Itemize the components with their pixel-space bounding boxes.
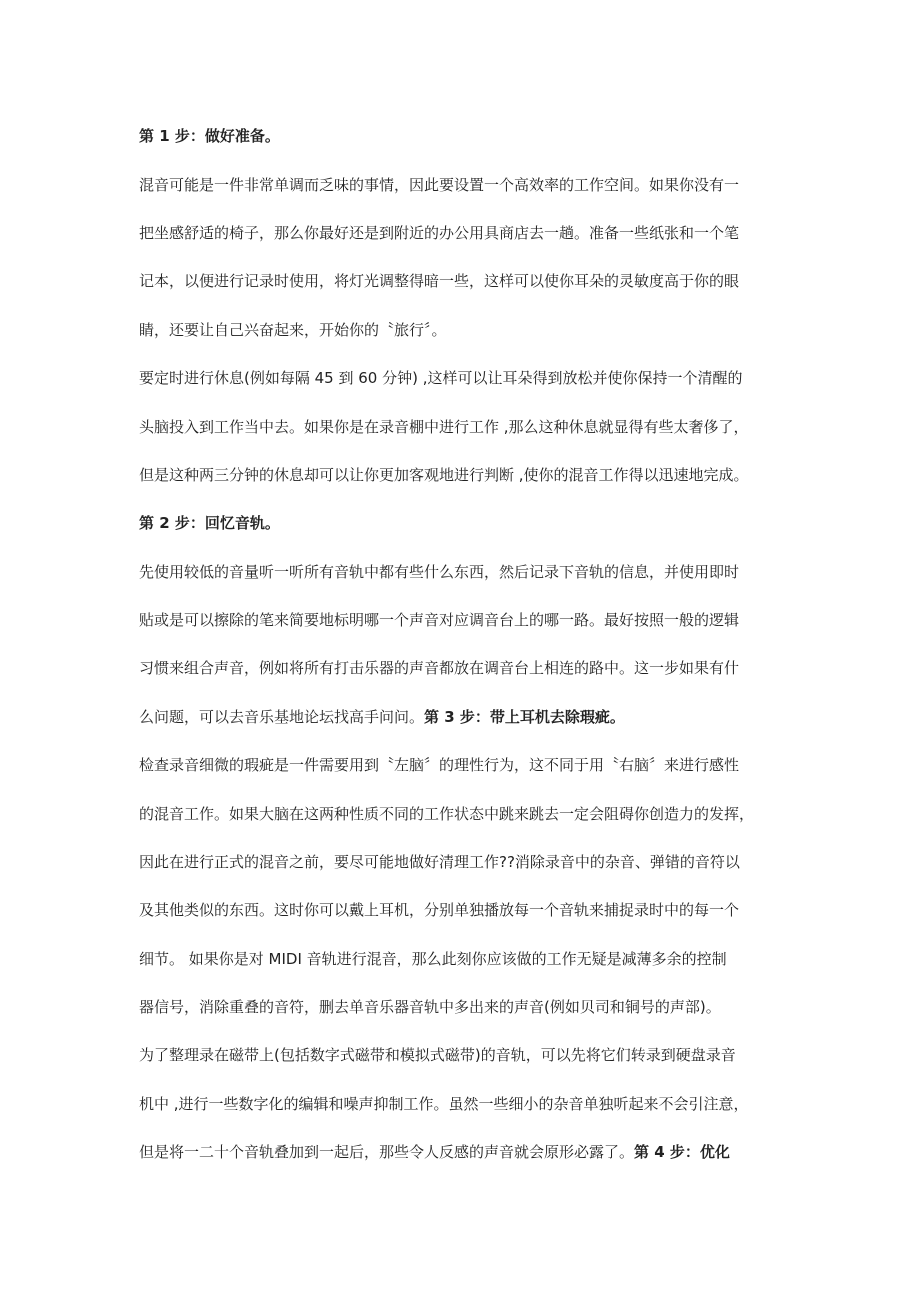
step-4-heading: 第 4 步：优化 — [634, 1143, 730, 1161]
step-2-heading: 第 2 步：回忆音轨。 — [139, 514, 280, 532]
paragraph-line: 及其他类似的东西。这时你可以戴上耳机，分别单独播放每一个音轨来捕捉录时中的每一个 — [139, 901, 740, 919]
step-1-heading: 第 1 步：做好准备。 — [139, 127, 280, 145]
paragraph-line: 但是这种两三分钟的休息却可以让你更加客观地进行判断 ,使你的混音工作得以迅速地完成。 — [139, 466, 749, 484]
paragraph-line: 但是将一二十个音轨叠加到一起后，那些令人反感的声音就会原形必露了。第 4 步：优化 — [139, 1143, 730, 1161]
paragraph-line: 头脑投入到工作当中去。如果你是在录音棚中进行工作 ,那么这种休息就显得有些太奢侈了， — [139, 418, 749, 436]
paragraph-line: 为了整理录在磁带上(包括数字式磁带和模拟式磁带)的音轨，可以先将它们转录到硬盘录音 — [139, 1046, 736, 1064]
paragraph-line: 先使用较低的音量听一听所有音轨中都有些什么东西，然后记录下音轨的信息，并使用即时 — [139, 563, 740, 581]
paragraph-line: 检查录音细微的瑕疵是一件需要用到〝左脑〞的理性行为，这不同于用〝右脑〞来进行感性 — [139, 756, 740, 774]
paragraph-line: 记本，以便进行记录时使用，将灯光调整得暗一些，这样可以使你耳朵的灵敏度高于你的眼 — [139, 272, 740, 290]
paragraph-line: 习惯来组合声音，例如将所有打击乐器的声音都放在调音台上相连的路中。这一步如果有什 — [139, 659, 740, 677]
paragraph-line: 要定时进行休息(例如每隔 45 到 60 分钟) ,这样可以让耳朵得到放松并使你保持一个清醒的 — [139, 369, 743, 387]
paragraph-line: 把坐感舒适的椅子，那么你最好还是到附近的办公用具商店去一趟。准备一些纸张和一个笔 — [139, 224, 740, 242]
paragraph-line: 细节。 如果你是对 MIDI 音轨进行混音，那么此刻你应该做的工作无疑是减薄多余的控制 — [139, 950, 727, 968]
paragraph-line: 贴或是可以擦除的笔来简要地标明哪一个声音对应调音台上的哪一路。最好按照一般的逻辑 — [139, 611, 740, 629]
step-3-heading: 第 3 步：带上耳机去除瑕疵。 — [424, 708, 625, 726]
paragraph-line: 机中 ,进行一些数字化的编辑和噪声抑制工作。虽然一些细小的杂音单独听起来不会引注意， — [139, 1095, 749, 1113]
paragraph-line: 么问题，可以去音乐基地论坛找高手问问。第 3 步：带上耳机去除瑕疵。 — [139, 708, 625, 726]
paragraph-line: 器信号，消除重叠的音符，删去单音乐器音轨中多出来的声音(例如贝司和铜号的声部)。 — [139, 998, 721, 1016]
paragraph-line: 的混音工作。如果大脑在这两种性质不同的工作状态中跳来跳去一定会阻碍你创造力的发挥， — [139, 805, 755, 823]
paragraph-line: 睛，还要让自己兴奋起来，开始你的〝旅行〞。 — [139, 321, 447, 339]
paragraph-line: 因此在进行正式的混音之前，要尽可能地做好清理工作??消除录音中的杂音、弹错的音符以 — [139, 853, 740, 871]
paragraph-line: 混音可能是一件非常单调而乏味的事情，因此要设置一个高效率的工作空间。如果你没有一 — [139, 176, 740, 194]
